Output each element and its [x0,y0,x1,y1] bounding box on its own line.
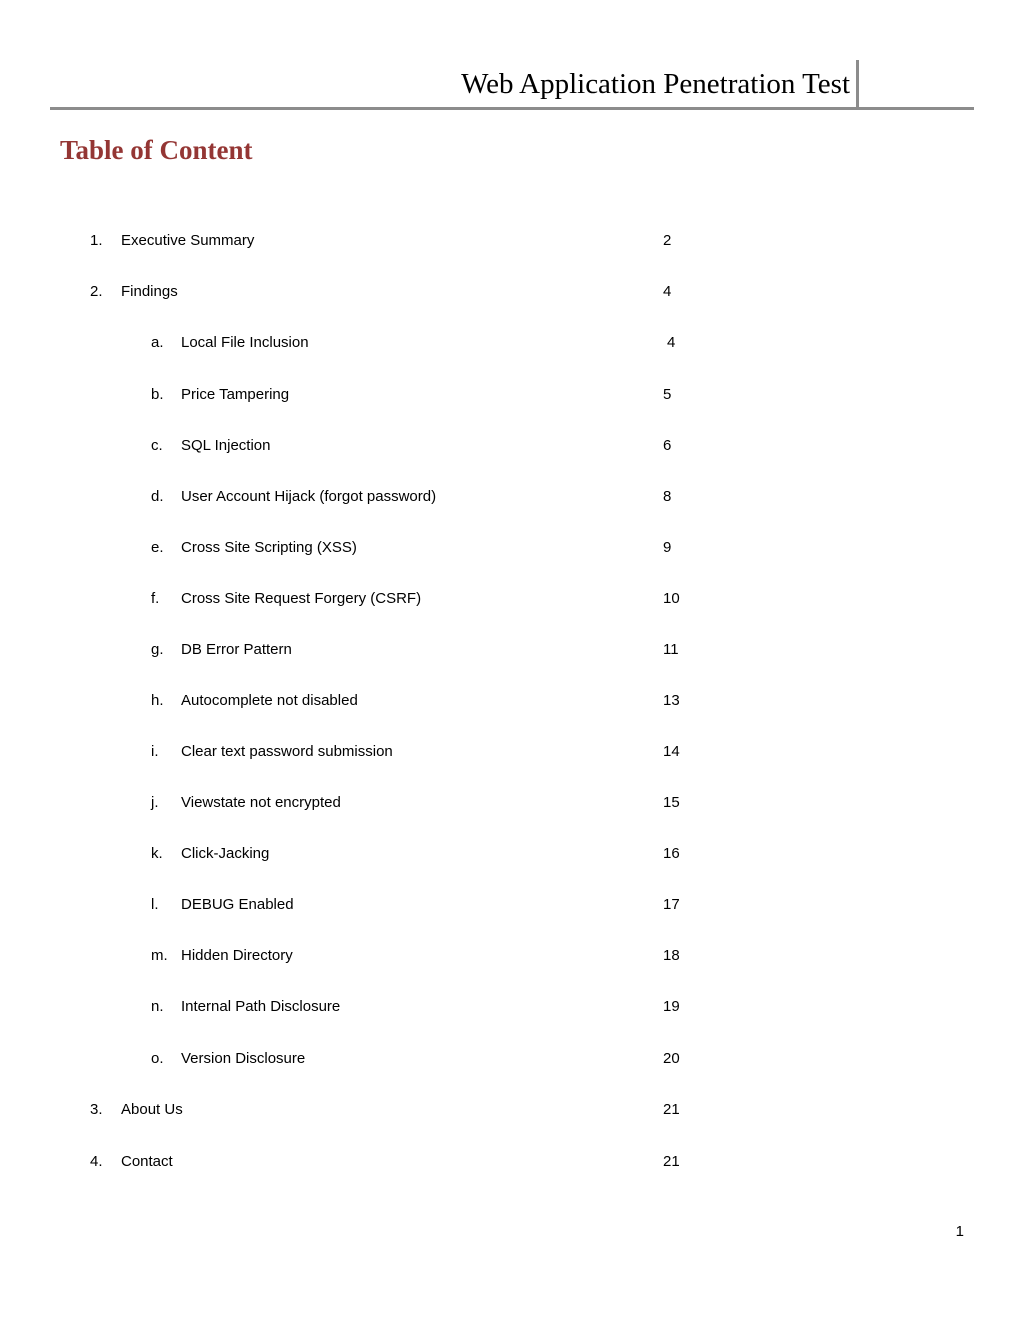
toc-entry-cross-site-scripting[interactable] [0,537,1024,559]
toc-entry-number: n. [151,998,164,1015]
toc-entry-title: Local File Inclusion [181,334,309,351]
toc-entry-page: 9 [663,539,672,556]
toc-entry-title: DEBUG Enabled [181,896,294,913]
toc-entry-title: DB Error Pattern [181,641,292,658]
toc-entry-title: Cross Site Scripting (XSS) [181,539,357,556]
toc-entry-number: k. [151,845,163,862]
toc-entry-number: j. [151,794,159,811]
toc-entry-number: e. [151,539,164,556]
toc-entry-page: 17 [663,896,680,913]
page-number: 1 [955,1223,964,1240]
toc-entry-title: Click-Jacking [181,845,270,862]
toc-entry-contact[interactable] [0,1151,1024,1173]
toc-entry-price-tampering[interactable] [0,384,1024,406]
toc-entry-internal-path-disclosure[interactable] [0,996,1024,1018]
toc-entry-number: h. [151,692,164,709]
toc-entry-clear-text-password[interactable] [0,741,1024,763]
toc-entry-sql-injection[interactable] [0,435,1024,457]
toc-entry-csrf[interactable] [0,588,1024,610]
toc-entry-page: 4 [667,334,676,351]
toc-entry-page: 19 [663,998,680,1015]
toc-entry-debug-enabled[interactable] [0,894,1024,916]
toc-entry-user-account-hijack[interactable] [0,486,1024,508]
toc-entry-page: 18 [663,947,680,964]
toc-entry-version-disclosure[interactable] [0,1048,1024,1070]
toc-entry-title: Internal Path Disclosure [181,998,341,1015]
toc-entry-title: About Us [121,1101,183,1118]
toc-entry-number: 3. [90,1101,103,1118]
toc-entry-page: 8 [663,488,672,505]
toc-entry-number: o. [151,1050,164,1067]
toc-entry-number: a. [151,334,164,351]
toc-entry-title: Viewstate not encrypted [181,794,341,811]
toc-entry-click-jacking[interactable] [0,843,1024,865]
toc-entry-page: 15 [663,794,680,811]
toc-entry-hidden-directory[interactable] [0,945,1024,967]
toc-entry-number: m. [151,947,168,964]
toc-entry-page: 20 [663,1050,680,1067]
toc-entry-number: i. [151,743,159,760]
toc-entry-number: 1. [90,232,103,249]
toc-entry-title: Executive Summary [121,232,255,249]
toc-entry-title: Contact [121,1153,173,1170]
toc-entry-title: User Account Hijack (forgot password) [181,488,437,505]
toc-entry-local-file-inclusion[interactable] [0,332,1024,354]
toc-entry-page: 10 [663,590,680,607]
toc-entry-page: 2 [663,232,672,249]
toc-entry-number: c. [151,437,163,454]
toc-entry-page: 5 [663,386,672,403]
toc-heading: Table of Content [60,135,253,165]
toc-entry-executive-summary[interactable] [0,230,1024,252]
toc-entry-number: d. [151,488,164,505]
toc-entry-page: 21 [663,1153,680,1170]
toc-entry-page: 13 [663,692,680,709]
toc-entry-about-us[interactable] [0,1099,1024,1121]
document-header-title: Web Application Penetration Test [461,68,850,100]
toc-entry-autocomplete[interactable] [0,690,1024,712]
toc-entry-number: 2. [90,283,103,300]
toc-entry-page: 21 [663,1101,680,1118]
toc-entry-title: Cross Site Request Forgery (CSRF) [181,590,422,607]
toc-entry-title: Clear text password submission [181,743,393,760]
toc-entry-title: Version Disclosure [181,1050,306,1067]
toc-entry-title: Hidden Directory [181,947,293,964]
toc-entry-number: b. [151,386,164,403]
toc-entry-findings[interactable] [0,281,1024,303]
toc-entry-title: SQL Injection [181,437,271,454]
toc-entry-page: 6 [663,437,672,454]
toc-entry-number: g. [151,641,164,658]
toc-entry-db-error-pattern[interactable] [0,639,1024,661]
toc-entry-title: Autocomplete not disabled [181,692,358,709]
toc-entry-viewstate[interactable] [0,792,1024,814]
toc-entry-number: f. [151,590,160,607]
toc-entry-page: 4 [663,283,672,300]
toc-entry-number: l. [151,896,159,913]
toc-entry-title: Price Tampering [181,386,290,403]
toc-entry-page: 16 [663,845,680,862]
toc-entry-page: 14 [663,743,680,760]
toc-entry-title: Findings [121,283,178,300]
toc-entry-page: 11 [663,641,679,658]
toc-entry-number: 4. [90,1153,103,1170]
